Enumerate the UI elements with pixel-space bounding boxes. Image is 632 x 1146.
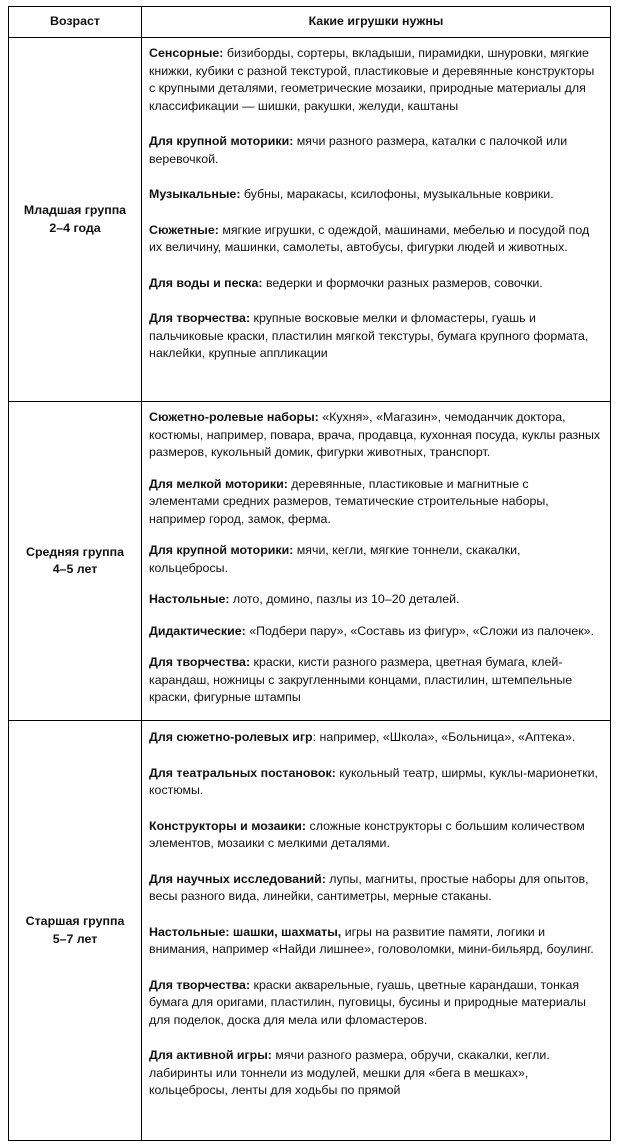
table-row [9,721,611,1141]
toy-description: кукольный театр, ширмы, куклы-марионетки, костюмы. [149,765,598,797]
toy-entry [149,476,602,529]
toy-description: сложные конструкторы с большим количеством элементов, мозаики с мелкими деталями. [149,818,585,850]
toy-entry [149,45,602,115]
toy-category: Для творчества: [149,655,251,669]
toy-category: Конструкторы и мозаики: [149,818,307,833]
toy-category: Для театральных постановок: [149,765,336,780]
toy-entry [149,623,602,641]
toy-category: Сюжетно-ролевые наборы: [149,410,319,424]
group-name: Младшая группа [23,203,127,217]
toy-description: ведерки и формочки разных размеров, совочки. [262,275,543,290]
table-row [9,402,611,721]
toy-description: деревянные, пластиковые и магнитные с элементами средних размеров, тематические строительные наборы, например город, замок, ферма. [149,476,549,526]
age-group-cell [9,721,142,1141]
toys-column-header: Какие игрушки нужны [142,7,611,38]
group-age: 5–7 лет [52,931,98,946]
toy-entry [149,871,602,906]
toy-category: Для творчества: [149,977,251,992]
age-group-cell [9,402,142,721]
toys-cell [142,402,611,721]
toy-entry [149,409,602,462]
toy-description: «Кухня», «Магазин», чемоданчик доктора, костюмы, например, повара, врача, продавца, кухонная посуда, куклы разных размеров, кукольный домик, фигурки животных, транспорт. [149,410,601,459]
toy-description: лото, домино, пазлы из 10–20 деталей. [229,592,460,606]
toy-description: крупные восковые мелки и фломастеры, гуашь и пальчиковые краски, пластилин мягкой текстуры, бумага крупного формата, наклейки, крупные аппликации [149,311,589,360]
toy-description: мячи, кегли, мягкие тоннели, скакалки, кольцебросы. [149,543,521,575]
group-age: 2–4 года [49,220,101,235]
age-group-cell [9,38,142,402]
toy-description: мячи разного размера, каталки с палочкой или веревочкой. [149,134,568,166]
toy-entry [149,310,602,363]
table-row [9,38,611,402]
toy-entry [149,654,602,707]
toy-entry [149,186,602,204]
toy-description: краски, кисти разного размера, цветная бумага, клей-карандаш, ножницы с закругленными концами, пластилин, штемпельные краски, фигурные штампы [149,655,573,704]
toys-cell [142,38,611,402]
toy-category: Для воды и песка: [149,275,263,290]
group-name: Средняя группа [26,544,124,559]
group-age: 4–5 лет [52,562,98,576]
toy-description: бизиборды, сортеры, вкладыши, пирамидки, шнуровки, мягкие книжки, кубики с разной текстурой, пластиковые и деревянные конструкторы с крупными деталями, геометрические мозаики, природные материалы для классификации — шишки, ракушки, желуди, каштаны [149,46,595,113]
toy-description: «Подбери пару», «Составь из фигур», «Сложи из палочек». [245,623,594,638]
toy-category: Дидактические: [149,623,246,638]
toy-entry [149,1047,602,1100]
toy-category: Для крупной моторики: [149,134,294,148]
toy-description: краски акварельные, гуашь, цветные карандаши, тонкая бумага для оригами, пластилин, пуговицы, бусины и природные материалы для поделок, доска для мела или фломастеров. [149,977,586,1027]
toy-category: Для сюжетно-ролевых игр [149,730,313,744]
toy-entry [149,542,602,577]
toy-category: Для крупной моторики: [149,543,294,557]
toys-cell [142,721,611,1141]
toy-category: Сенсорные: [149,46,224,60]
toy-category: Для активной игры: [149,1048,272,1062]
header-row [9,7,611,38]
toy-entry [149,591,602,609]
toy-description: лупы, магниты, простые наборы для опытов, весы разного вида, линейки, сантиметры, мерные стаканы. [149,871,589,903]
toy-entry [149,977,602,1030]
toy-category: Настольные: шашки, шахматы, [149,924,342,939]
toy-entry [149,924,602,959]
toy-description: бубны, маракасы, ксилофоны, музыкальные коврики. [240,187,554,201]
toy-entry [149,133,602,168]
toy-entry [149,765,602,800]
toy-category: Музыкальные: [149,187,241,201]
toy-description: : например, «Школа», «Больница», «Аптека». [312,730,576,744]
toys-table [8,6,611,1141]
toy-category: Для научных исследований: [149,871,326,886]
toy-entry [149,818,602,853]
toy-category: Для творчества: [149,311,251,325]
toy-entry [149,729,602,747]
toy-category: Настольные: [149,592,230,606]
toy-description: игры на развитие памяти, логики и внимания, например «Найди лишнее», головоломки, мини-бильярд, боулинг. [149,924,594,956]
toy-entry [149,222,602,257]
toy-description: мягкие игрушки, с одеждой, машинами, мебелью и посудой под их величину, машинки, самолеты, автобусы, фигурки людей и животных. [149,222,590,254]
toy-category: Сюжетные: [149,222,219,237]
toy-category: Для мелкой моторики: [149,476,288,491]
group-name: Старшая группа [25,914,125,928]
toy-entry [149,275,602,293]
age-column-header: Возраст [9,7,142,38]
toy-description: мячи разного размера, обручи, скакалки, кегли. лабиринты или тоннели из модулей, мешки для «бега в мешках», кольцебросы, ленты для ходьбы по прямой [149,1048,550,1097]
